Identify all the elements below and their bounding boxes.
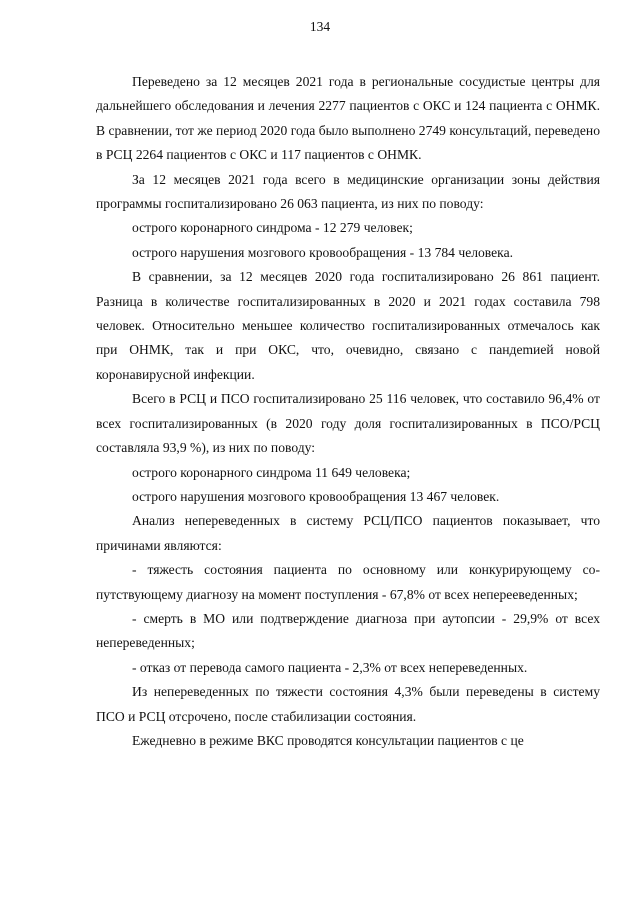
paragraph-rsc-pso-total: Всего в РСЦ и ПСО госпитализировано 25 116 человек, что составило 96,4% от всех госпитализированных (в 2020 году доля госпитализированных в ПСО/РСЦ составляла 93,9 %), из них по поводу: [96, 391, 600, 456]
list-item-severity: - тяжесть состояния пациента по основному или конкурирующему сопутствующему диагнозу на момент поступления - 67,8% от всех неперееведенных; [96, 562, 600, 602]
page-number: 134 [309, 19, 331, 34]
paragraph-transfers-2021: Переведено за 12 месяцев 2021 года в региональные сосудистые центры для дальнейшего обследования и лечения 2277 пациентов с ОКС и 124 пациента с ОНМК. В сравнении, тот же период 2020 года было выполнено 2749 консультаций, переведено в РСЦ 2264 пациентов с ОКС и 117 пациентов с ОНМК. [96, 74, 600, 163]
list-item-acs-rsc-pso: острого коронарного синдрома 11 649 человека; [132, 464, 411, 480]
paragraph-analysis-intro: Анализ непереведенных в систему РСЦ/ПСО пациентов показывает, что причинами являются: [96, 513, 600, 553]
paragraph-daily-consultations: Ежедневно в режиме ВКС проводятся консультации пациентов с це [132, 732, 524, 748]
list-item-refusal: - отказ от перевода самого пациента - 2,3% от всех непереведенных. [132, 659, 528, 675]
paragraph-hospitalized-2021: За 12 месяцев 2021 года всего в медицинские организации зоны действия программы госпитализировано 26 063 пациента, из них по поводу: [96, 171, 600, 212]
paragraph-comparison-2020: В сравнении, за 12 месяцев 2020 года госпитализировано 26 861 пациент. Разница в количестве госпитализированных в 2020 и 2021 годах составила 798 человек. Относительно меньшее количество госпитализированных отмечалось как при ОНМК, так и при ОКС, что, очевидно, связано с пандеmией новой коронавирусной инфекции. [96, 269, 600, 382]
list-item-stroke-2021: острого нарушения мозгового кровообращения - 13 784 человека. [132, 244, 514, 260]
list-item-stroke-rsc-pso: острого нарушения мозгового кровообращения 13 467 человек. [132, 488, 500, 504]
paragraph-delayed-transfer: Из непереведенных по тяжести состояния 4,3% были переведены в систему ПСО и РСЦ отсрочено, после стабилизации состояния. [96, 684, 600, 724]
body-text [96, 70, 600, 753]
list-item-death: - смерть в МО или подтверждение диагноза при аутопсии - 29,9% от всех непереведенных; [96, 610, 600, 651]
list-item-acs-2021: острого коронарного синдрома - 12 279 человек; [132, 220, 413, 236]
